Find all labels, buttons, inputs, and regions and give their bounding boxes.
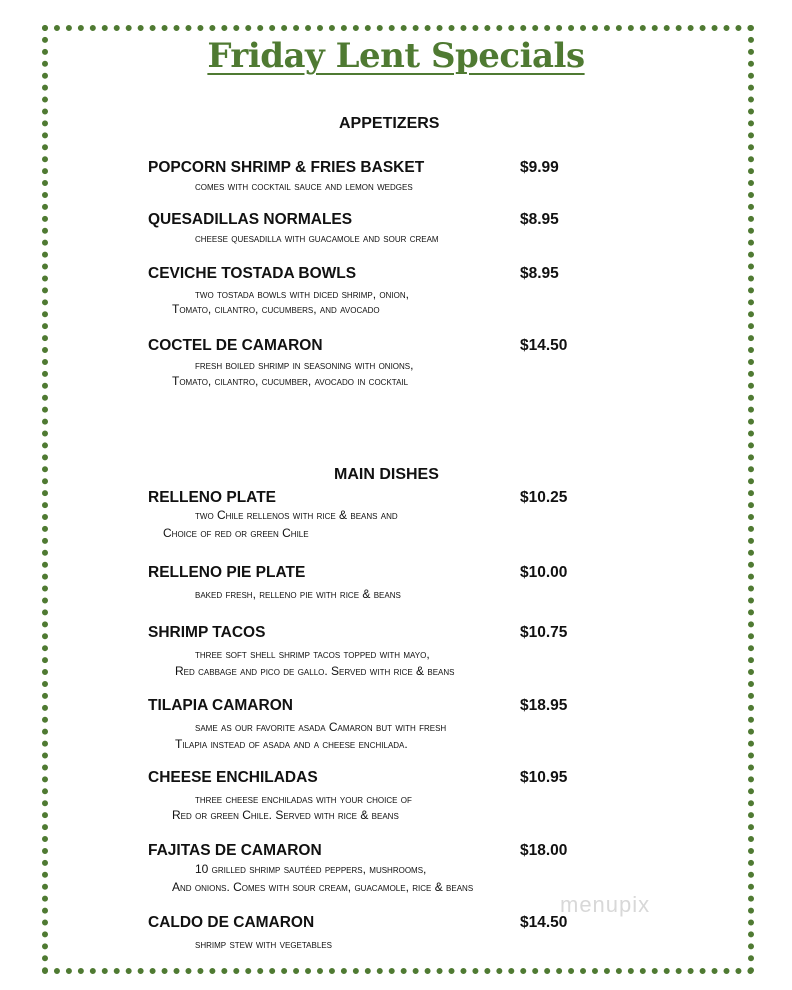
item-description: Tilapia instead of asada and a cheese enchilada. [175, 737, 408, 751]
item-description: same as our favorite asada Camaron but with fresh [195, 720, 447, 734]
menu-item [148, 623, 588, 683]
item-name: CEVICHE TOSTADA BOWLS [148, 265, 357, 282]
item-name: FAJITAS DE CAMARON [148, 842, 322, 859]
section-heading: APPETIZERS [339, 115, 440, 132]
item-price: $10.95 [520, 769, 568, 786]
item-description: Choice of red or green Chile [163, 526, 309, 540]
item-price: $18.00 [520, 842, 568, 859]
item-description: three cheese enchiladas with your choice of [195, 792, 412, 806]
item-description: two tostada bowls with diced shrimp, onion, [195, 287, 409, 301]
item-description: fresh boiled shrimp in seasoning with onions, [195, 358, 414, 372]
item-name: CALDO DE CAMARON [148, 914, 315, 931]
item-name: QUESADILLAS NORMALES [148, 211, 353, 228]
menu-item [148, 210, 588, 270]
menu-item [148, 264, 588, 324]
watermark: menupix [560, 892, 651, 917]
item-name: CHEESE ENCHILADAS [148, 769, 318, 786]
page-title: Friday Lent Specials [207, 36, 585, 76]
item-description: Tomato, cilantro, cucumbers, and avocado [172, 302, 380, 316]
item-name: RELLENO PLATE [148, 489, 277, 506]
menu-item [148, 488, 588, 548]
item-name: SHRIMP TACOS [148, 624, 266, 641]
item-description: Tomato, cilantro, cucumber, avocado in cocktail [172, 374, 409, 388]
item-name: TILAPIA CAMARON [148, 697, 293, 714]
item-name: POPCORN SHRIMP & FRIES BASKET [148, 159, 425, 176]
item-price: $10.75 [520, 624, 568, 641]
item-description: baked fresh, relleno pie with rice & beans [195, 587, 401, 601]
menu-item [148, 696, 588, 756]
item-price: $8.95 [520, 265, 559, 282]
item-name: COCTEL DE CAMARON [148, 337, 323, 354]
item-description: two Chile rellenos with rice & beans and [195, 508, 398, 522]
item-price: $14.50 [520, 914, 568, 931]
item-description: 10 grilled shrimp sautéed peppers, mushrooms, [195, 862, 427, 876]
menu-item [148, 768, 588, 828]
item-description: comes with cocktail sauce and lemon wedges [195, 179, 413, 193]
item-description: Red cabbage and pico de gallo. Served with rice & beans [175, 664, 455, 678]
item-price: $14.50 [520, 337, 568, 354]
section-heading: MAIN DISHES [334, 466, 439, 483]
menu-item [148, 563, 588, 623]
item-price: $8.95 [520, 211, 559, 228]
item-description: And onions. Comes with sour cream, guacamole, rice & beans [172, 880, 474, 894]
item-name: RELLENO PIE PLATE [148, 564, 306, 581]
item-description: Red or green Chile. Served with rice & beans [172, 808, 399, 822]
item-price: $18.95 [520, 697, 568, 714]
item-price: $10.25 [520, 489, 568, 506]
menu-item [148, 913, 588, 973]
menu-item [148, 158, 588, 218]
item-price: $9.99 [520, 159, 559, 176]
menu-item [148, 841, 588, 901]
item-description: shrimp stew with vegetables [195, 937, 332, 951]
item-price: $10.00 [520, 564, 568, 581]
item-description: three soft shell shrimp tacos topped with mayo, [195, 647, 430, 661]
item-description: cheese quesadilla with guacamole and sour cream [195, 231, 439, 245]
menu-item [148, 336, 588, 396]
